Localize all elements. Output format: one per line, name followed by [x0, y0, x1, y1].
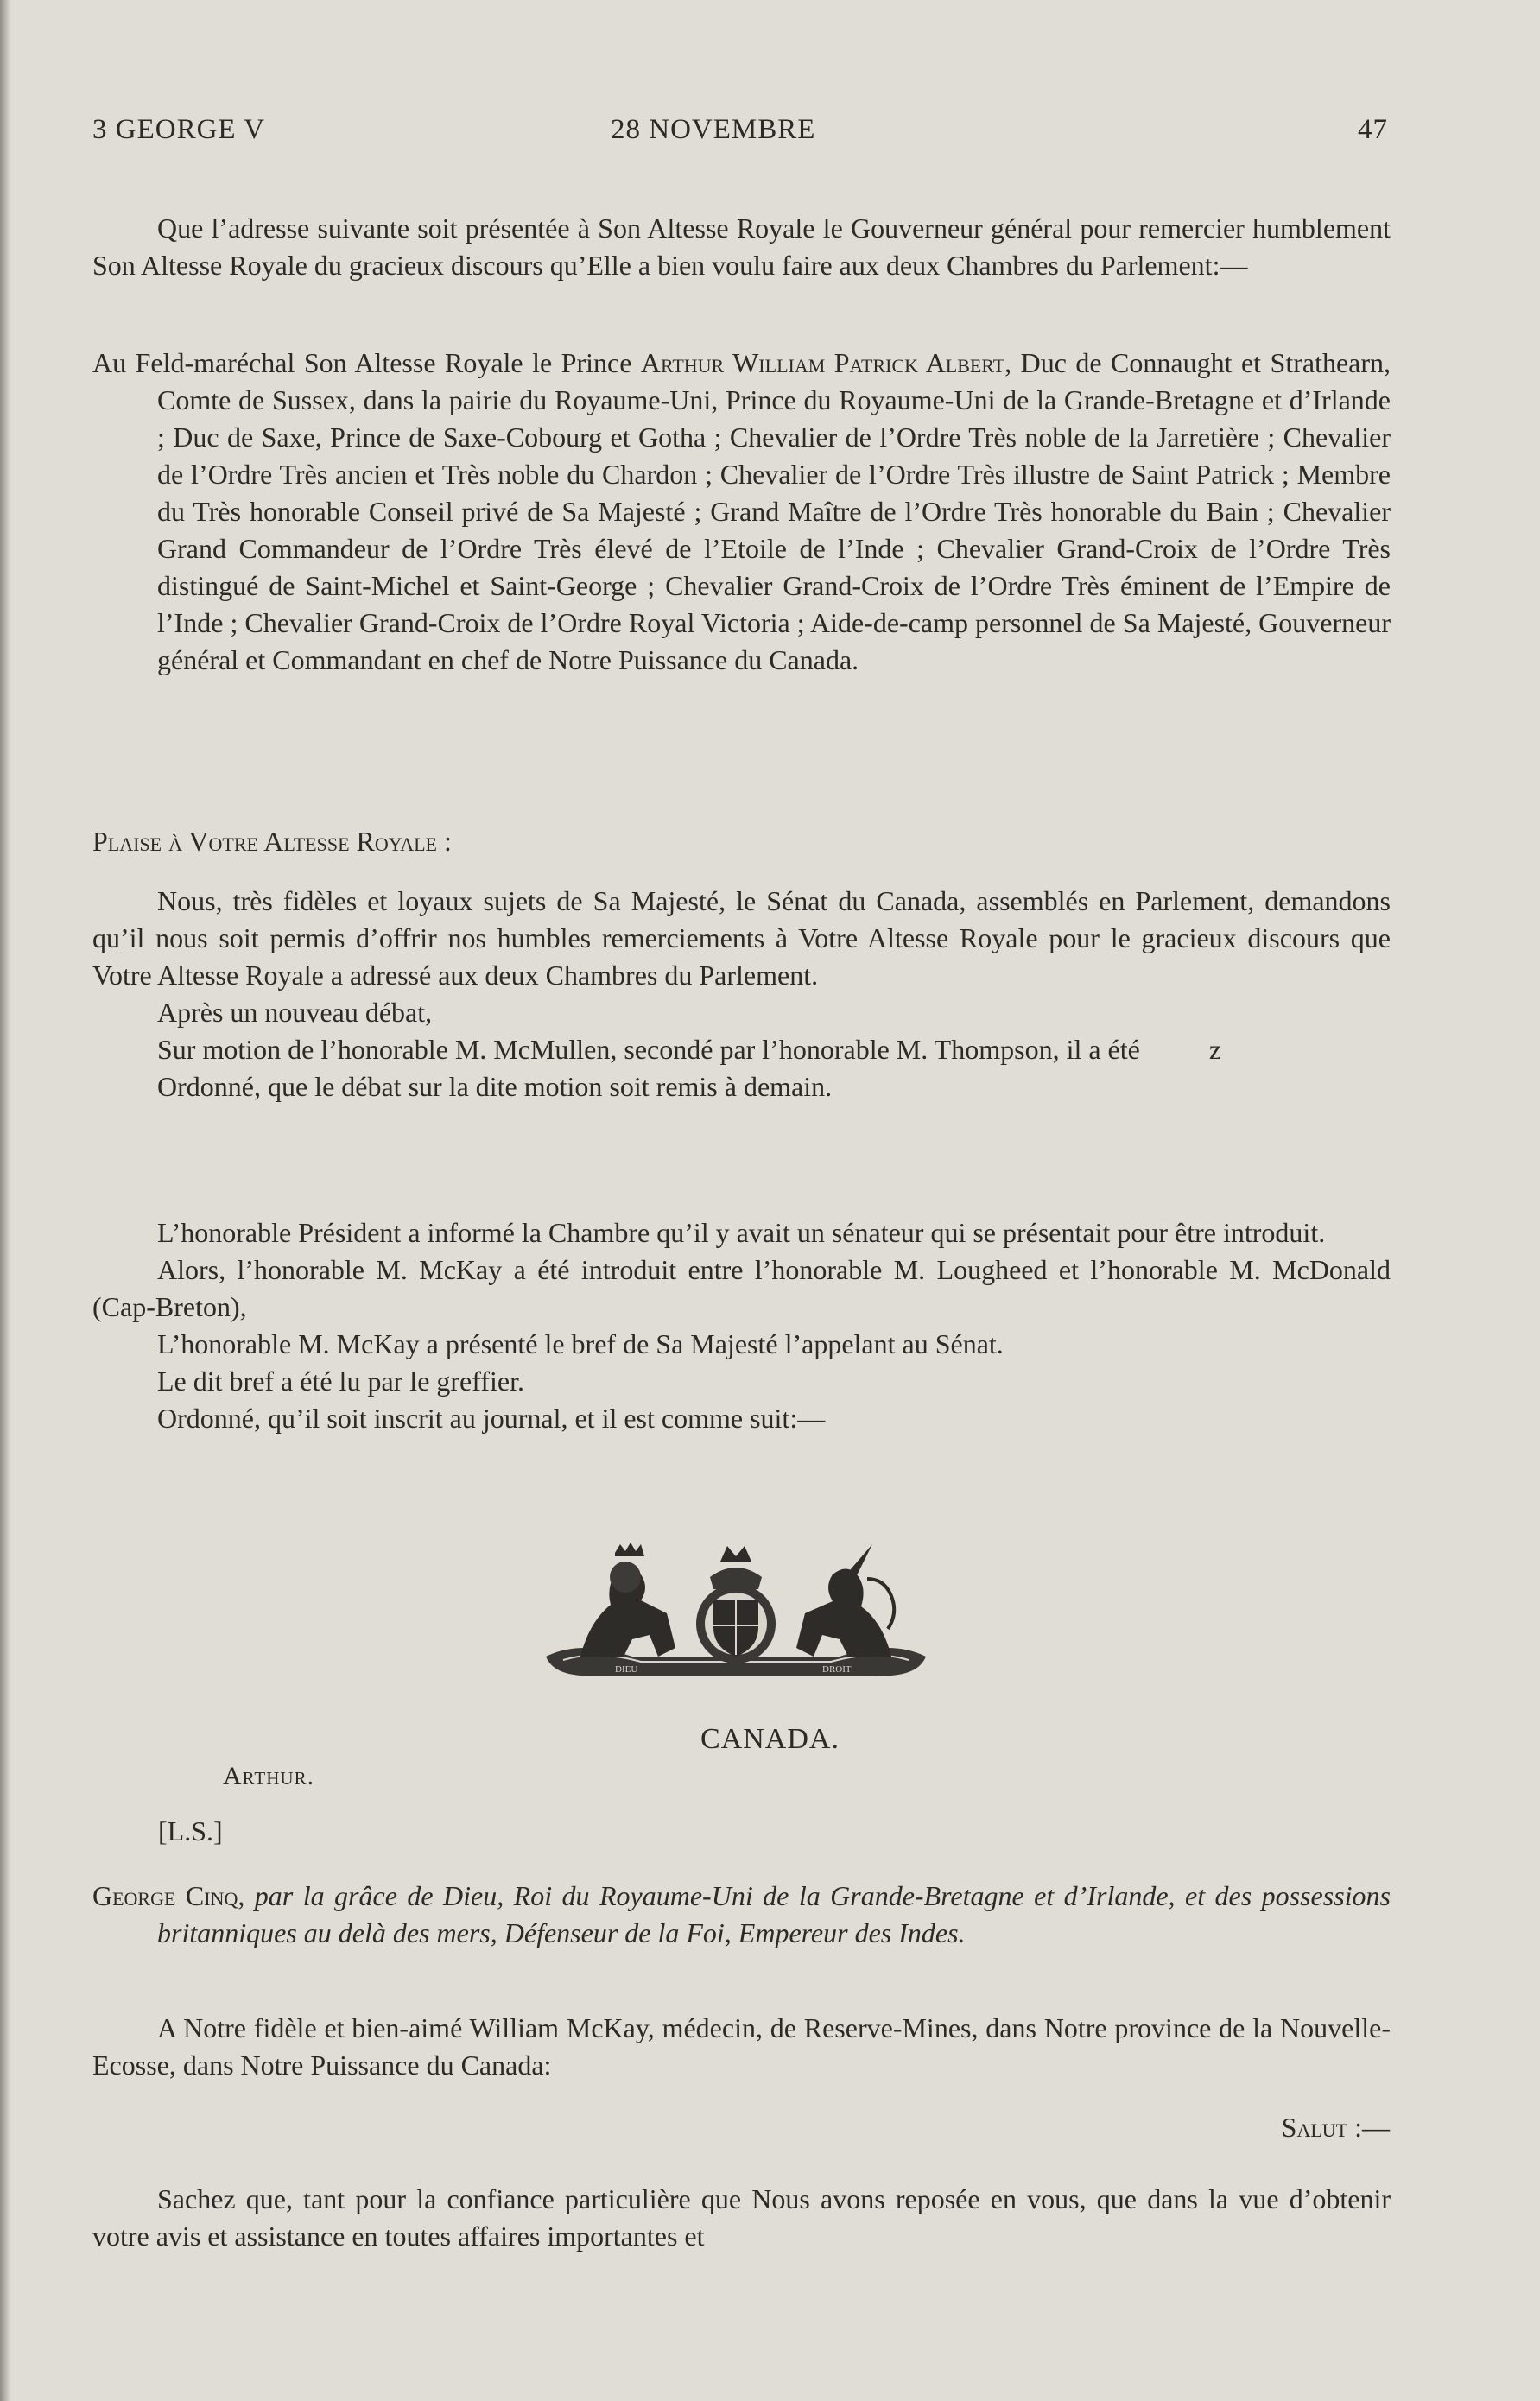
george-block — [92, 1878, 1391, 1952]
feld-prefix: Au Feld-maréchal Son Altesse Royale le Prince — [92, 347, 641, 378]
senate-reply-block — [92, 883, 1391, 1105]
paragraph-adresse: Que l’adresse suivante soit présentée à Son Altesse Royale le Gouverneur général pour remercier humblement Son Altesse Royale du gracieux discours qu’Elle a bien voulu faire aux deux Chambres du Parlement:— — [92, 212, 1391, 281]
feld-titles: , Duc de Connaught et Strathearn, Comte de Sussex, dans la pairie du Royaume-Uni, Prince du Royaume-Uni de la Grande-Bretagne et d’Irlande ; Duc de Saxe, Prince de Saxe-Cobourg et Gotha ; Chevalier de l’Ordre Très noble de la Jarretière ; Chevalier de l’Ordre Très ancien et Très noble du Chardon ; Chevalier de l’Ordre Très illustre de Saint Patrick ; Membre du Très honorable Conseil privé de Sa Majesté ; Grand Maître de l’Ordre Très honorable du Bain ; Chevalier Grand Commandeur de l’Ordre Très élevé de l’Etoile de l’Inde ; Chevalier Grand-Croix de l’Ordre Très distingué de Saint-Michel et Saint-George ; Chevalier Grand-Croix de l’Ordre Très éminent de l’Empire de l’Inde ; Chevalier Grand-Croix de l’Ordre Royal Victoria ; Aide-de-camp personnel de Sa Majesté, Gouverneur général et Commandant en chef de Notre Puissance du Canada. — [157, 347, 1391, 675]
paragraph-george-cinq — [92, 1878, 1391, 1952]
motto-right: DROIT — [822, 1664, 852, 1675]
running-header — [92, 114, 1388, 157]
paragraph-ordonne-debat: Ordonné, que le débat sur la dite motion soit remis à demain. — [157, 1071, 833, 1102]
prince-name: Arthur William Patrick Albert — [640, 347, 1005, 378]
arthur-signature: Arthur. — [223, 1762, 315, 1790]
paragraph-feld-marechal — [92, 345, 1391, 679]
paragraph-fidele: A Notre fidèle et bien-aimé William McKay, médecin, de Reserve-Mines, dans Notre province de la Nouvelle-Ecosse, dans Notre Puissance du Canada: — [92, 2012, 1391, 2081]
address-block — [92, 210, 1391, 284]
page-number: 47 — [1358, 114, 1388, 145]
paragraph-mckay-bref: L’honorable M. McKay a présenté le bref de Sa Majesté l’appelant au Sénat. — [157, 1328, 1004, 1359]
sur-motion-text: Sur motion de l’honorable M. McMullen, secondé par l’honorable M. Thompson, il a été — [157, 1034, 1140, 1065]
paragraph-sachez: Sachez que, tant pour la confiance particulière que Nous avons reposée en vous, que dans la vue d’obtenir votre avis et assistance en toutes affaires importantes et — [92, 2183, 1391, 2252]
plaise-heading: Plaise à Votre Altesse Royale : — [92, 826, 452, 857]
paragraph-apres: Après un nouveau débat, — [157, 997, 433, 1028]
introduction-block — [92, 1214, 1391, 1437]
stray-mark: z — [1208, 1034, 1222, 1065]
fidele-block — [92, 2010, 1391, 2084]
paragraph-ordonne-journal: Ordonné, qu’il soit inscrit au journal, et il est comme suit:— — [157, 1403, 826, 1434]
feld-marechal-block — [92, 345, 1391, 679]
paragraph-alors: Alors, l’honorable M. McKay a été introduit entre l’honorable M. Lougheed et l’honorable M. McDonald (Cap-Breton), — [92, 1254, 1391, 1322]
motto-left: DIEU — [615, 1664, 638, 1675]
canada-title: CANADA. — [700, 1723, 840, 1755]
page-binding-edge — [0, 0, 12, 2401]
sachez-block — [92, 2181, 1391, 2255]
paragraph-sur-motion — [92, 1031, 1391, 1068]
header-date: 28 NOVEMBRE — [611, 114, 816, 145]
king-title: par la grâce de Dieu, Roi du Royaume-Uni de la Grande-Bretagne et d’Irlande, et des possessions britanniques au delà des mers, Défenseur de la Foi, Empereur des Indes. — [157, 1880, 1391, 1948]
royal-coat-of-arms-icon — [529, 1527, 943, 1700]
paragraph-greffier: Le dit bref a été lu par le greffier. — [157, 1365, 524, 1397]
paragraph-president: L’honorable Président a informé la Chambre qu’il y avait un sénateur qui se présentait pour être introduit. — [157, 1217, 1326, 1248]
seal-mark: [L.S.] — [158, 1815, 223, 1847]
king-name: George Cinq, — [92, 1880, 245, 1911]
plaise-heading-block — [92, 823, 1391, 860]
salut-line: Salut :— — [1281, 2112, 1390, 2143]
header-session: 3 GEORGE V — [92, 114, 266, 145]
paragraph-nous: Nous, très fidèles et loyaux sujets de Sa Majesté, le Sénat du Canada, assemblés en Parlement, demandons qu’il nous soit permis d’offrir nos humbles remerciements à Votre Altesse Royale pour le gracieux discours que Votre Altesse Royale a adressé aux deux Chambres du Parlement. — [92, 885, 1391, 991]
